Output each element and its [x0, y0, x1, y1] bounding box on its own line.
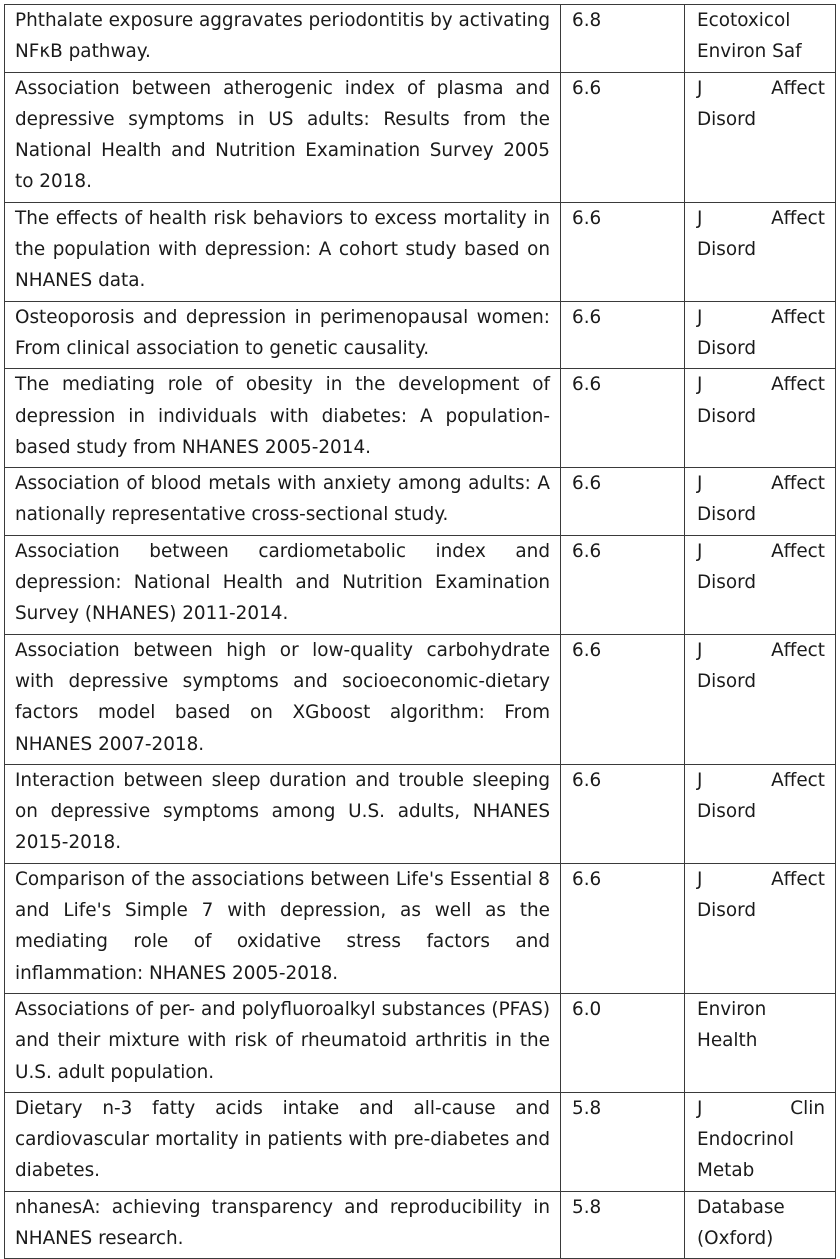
journal-cell [685, 1092, 836, 1191]
impact-factor-cell [561, 369, 685, 468]
journal-name: J Affect Disord [697, 868, 825, 922]
journal-name: J Affect Disord [697, 207, 825, 261]
article-title-cell [5, 5, 561, 73]
journal-name: J Affect Disord [697, 306, 825, 359]
journal-cell [685, 5, 836, 73]
journal-cell [685, 634, 836, 764]
article-title: Associations of per- and polyfluoroalkyl substances (PFAS) and their mixture with risk of rheumatoid arthritis in the U.S. adult population. [15, 998, 550, 1083]
impact-factor: 6.6 [572, 77, 602, 99]
table-row [5, 535, 836, 634]
article-title: The effects of health risk behaviors to excess mortality in the population with depression: A cohort study based on NHANES data. [15, 207, 550, 292]
publications-table [4, 4, 836, 1259]
article-title-cell [5, 863, 561, 993]
journal-cell [685, 535, 836, 634]
impact-factor: 6.0 [572, 998, 602, 1020]
table-row [5, 634, 836, 764]
article-title: Association between atherogenic index of plasma and depressive symptoms in US adults: Results from the National Health and Nutrition Examination Survey 2005 to 2018. [15, 77, 550, 193]
impact-factor: 6.6 [572, 769, 602, 791]
article-title: The mediating role of obesity in the development of depression in individuals with diabetes: A population-based study from NHANES 2005-2014. [15, 374, 550, 458]
journal-cell [685, 863, 836, 993]
impact-factor: 5.8 [572, 1196, 602, 1218]
impact-factor-cell [561, 863, 685, 993]
impact-factor: 6.6 [572, 306, 602, 328]
impact-factor: 6.6 [572, 473, 602, 495]
article-title-cell [5, 202, 561, 301]
journal-cell [685, 301, 836, 369]
table-row [5, 993, 836, 1092]
impact-factor-cell [561, 72, 685, 202]
impact-factor: 6.6 [572, 639, 602, 661]
table-row [5, 764, 836, 863]
article-title: Dietary n-3 fatty acids intake and all-cause and cardiovascular mortality in patients with pre-diabetes and diabetes. [15, 1097, 550, 1182]
article-title: Association between high or low-quality carbohydrate with depressive symptoms and socioeconomic-dietary factors model based on XGboost algorithm: From NHANES 2007-2018. [15, 639, 550, 755]
table-row [5, 5, 836, 73]
impact-factor: 6.6 [572, 540, 602, 562]
article-title-cell [5, 72, 561, 202]
journal-name: J Affect Disord [697, 473, 825, 526]
article-title: Comparison of the associations between Life's Essential 8 and Life's Simple 7 with depression, as well as the mediating role of oxidative stress factors and inflammation: NHANES 2005-2018. [15, 868, 550, 984]
impact-factor-cell [561, 634, 685, 764]
impact-factor: 6.6 [572, 207, 602, 229]
article-title: Association of blood metals with anxiety among adults: A nationally representative cross-sectional study. [15, 473, 550, 526]
table-row [5, 1191, 836, 1259]
article-title: nhanesA: achieving transparency and reproducibility in NHANES research. [15, 1196, 550, 1249]
article-title-cell [5, 1092, 561, 1191]
impact-factor-cell [561, 993, 685, 1092]
journal-name: J Affect Disord [697, 77, 825, 130]
article-title-cell [5, 634, 561, 764]
journal-name: J Affect Disord [697, 374, 825, 427]
journal-cell [685, 1191, 836, 1259]
journal-name: J Affect Disord [697, 769, 825, 823]
article-title: Phthalate exposure aggravates periodontitis by activating NFκB pathway. [15, 10, 551, 63]
journal-name: Environ Health [697, 998, 767, 1052]
table-row [5, 468, 836, 536]
impact-factor: 5.8 [572, 1097, 602, 1119]
impact-factor: 6.6 [572, 374, 602, 396]
article-title: Osteoporosis and depression in perimenopausal women: From clinical association to genetic causality. [15, 306, 550, 359]
article-title-cell [5, 993, 561, 1092]
impact-factor-cell [561, 1092, 685, 1191]
article-title-cell [5, 301, 561, 369]
impact-factor-cell [561, 535, 685, 634]
journal-cell [685, 468, 836, 536]
journal-cell [685, 369, 836, 468]
article-title-cell [5, 369, 561, 468]
table-row [5, 301, 836, 369]
impact-factor-cell [561, 1191, 685, 1259]
impact-factor-cell [561, 468, 685, 536]
article-title-cell [5, 1191, 561, 1259]
impact-factor-cell [561, 764, 685, 863]
journal-name: J Affect Disord [697, 540, 825, 594]
article-title-cell [5, 468, 561, 536]
journal-name: J Affect Disord [697, 639, 825, 692]
impact-factor-cell [561, 202, 685, 301]
journal-cell [685, 72, 836, 202]
journal-name: J Clin Endocrinol Metab [697, 1097, 825, 1182]
journal-cell [685, 202, 836, 301]
publications-table-body [5, 5, 836, 1259]
table-row [5, 72, 836, 202]
journal-name: Ecotoxicol Environ Saf [697, 10, 802, 63]
impact-factor: 6.6 [572, 868, 602, 890]
impact-factor: 6.8 [572, 10, 602, 31]
article-title: Interaction between sleep duration and trouble sleeping on depressive symptoms among U.S. adults, NHANES 2015-2018. [15, 769, 550, 854]
article-title-cell [5, 764, 561, 863]
table-row [5, 202, 836, 301]
article-title-cell [5, 535, 561, 634]
table-row [5, 863, 836, 993]
impact-factor-cell [561, 5, 685, 73]
journal-name: Database (Oxford) [697, 1196, 785, 1249]
table-row [5, 369, 836, 468]
journal-cell [685, 993, 836, 1092]
impact-factor-cell [561, 301, 685, 369]
article-title: Association between cardiometabolic index and depression: National Health and Nutrition Examination Survey (NHANES) 2011-2014. [15, 540, 550, 625]
journal-cell [685, 764, 836, 863]
table-row [5, 1092, 836, 1191]
